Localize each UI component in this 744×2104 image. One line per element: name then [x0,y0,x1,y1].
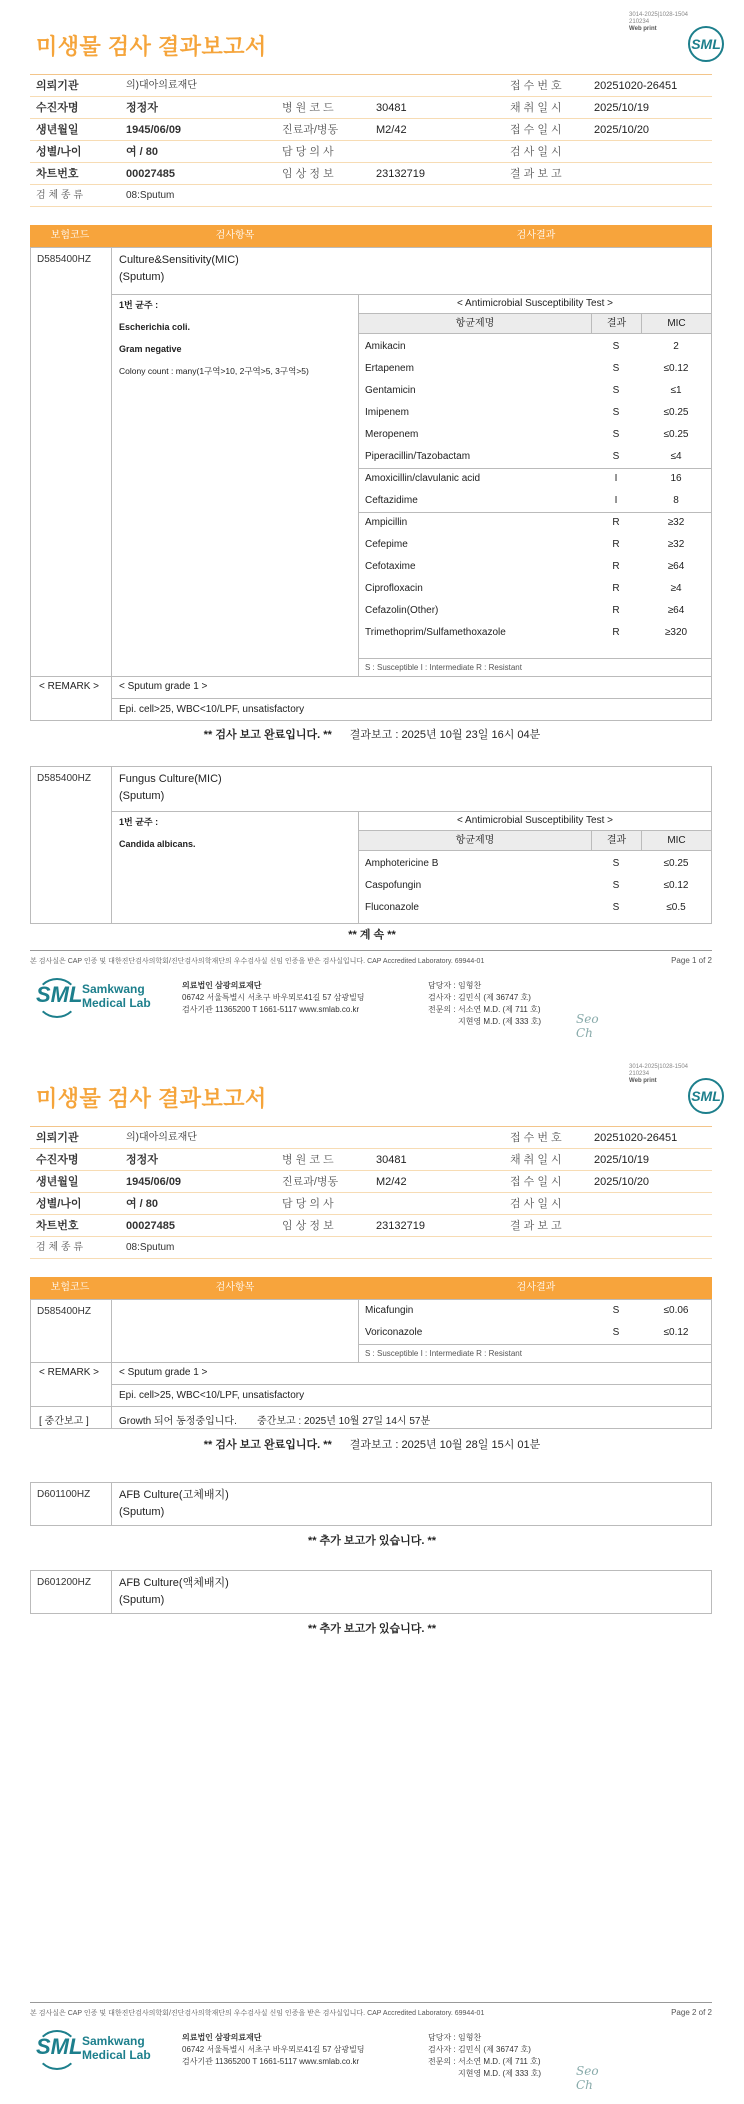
remark-detail: Epi. cell>25, WBC<10/LPF, unsatisfactory [119,704,305,715]
remark-label: < REMARK > [39,1367,100,1378]
lab-address: 의료법인 삼광의료재단 06742 서울특별시 서초구 바우뫼로41길 57 삼광빌딩 검사기관 11365200 T 1661-5117 www.smlab.co.kr [182,981,365,1014]
info-row: 성별/나이 여 / 80 담 당 의 사 검 사 일 시 [30,1193,712,1215]
test-sample: (Sputum) [119,1506,165,1518]
susceptibility-result: R [612,561,620,572]
antibiotic-name: Gentamicin [365,385,416,396]
mic-value: ≥64 [667,561,685,572]
signature: Seo Ch [576,1012,599,1040]
results-header: 보험코드 검사항목 검사결과 [30,225,712,247]
organism-label: 1번 균주 : [119,817,159,827]
test-sample: (Sputum) [119,271,165,283]
antibiotic-name: Micafungin [365,1305,414,1316]
antibiotic-name: Amphotericine B [365,858,439,869]
antibiotic-name: Amoxicillin/clavulanic acid [365,473,481,484]
susceptibility-result: R [612,583,620,594]
remark-block [30,677,712,721]
accreditation-note: 본 검사실은 CAP 인증 및 대한진단검사의학회/진단검사의학재단의 우수검사실 신임 인증을 받은 검사실입니다. CAP Accredited Laboratory. 69944-01 [30,2010,485,2017]
ast-row [359,402,711,424]
info-row: 차트번호 00027485 임 상 정 보 23132719 결 과 보 고 [30,163,712,185]
info-row: 차트번호 00027485 임 상 정 보 23132719 결 과 보 고 [30,1215,712,1237]
test-block-afb-solid [30,1482,712,1526]
mic-value: ≥4 [670,583,682,594]
ast-title: < Antimicrobial Susceptibility Test > [359,811,711,831]
interim-label: [ 중간보고 ] [39,1416,89,1427]
antibiotic-name: Piperacillin/Tazobactam [365,451,471,462]
ast-title: < Antimicrobial Susceptibility Test > [359,294,711,314]
test-name: AFB Culture(액체배지) [119,1577,229,1589]
antibiotic-name: Meropenem [365,429,419,440]
susceptibility-result: R [612,539,620,550]
mic-value: ≤0.25 [663,407,689,418]
patient-info-table [30,1126,712,1259]
remark-label: < REMARK > [39,681,100,692]
ast-row [359,358,711,380]
sml-logo: SML [688,1078,724,1114]
mic-value: ≤0.5 [666,902,686,913]
susceptibility-result: R [612,517,620,528]
antibiotic-name: Cefotaxime [365,561,416,572]
antibiotic-name: Cefepime [365,539,408,550]
insurance-code: D585400HZ [37,773,91,784]
remark-grade: < Sputum grade 1 > [119,1367,208,1378]
antibiotic-name: Ciprofloxacin [365,583,423,594]
susceptibility-result: S [612,407,620,418]
ast-row [359,853,711,875]
mic-value: ≤0.12 [663,1327,689,1338]
antibiotic-name: Imipenem [365,407,409,418]
mic-value: ≥64 [667,605,685,616]
susceptibility-result: S [612,363,620,374]
test-block-afb-liquid [30,1570,712,1614]
susceptibility-result: S [612,451,620,462]
susceptibility-result: S [612,385,620,396]
ast-row [359,622,711,644]
report-title: 미생물 검사 결과보고서 [36,34,267,59]
colony-count: Colony count : many(1구역>10, 2구역>5, 3구역>5) [119,366,309,376]
interim-date: 중간보고 : 2025년 10월 27일 14시 57분 [257,1416,431,1427]
antibiotic-name: Trimethoprim/Sulfamethoxazole [365,627,506,638]
ast-row [359,875,711,897]
test-block-fungus [30,766,712,924]
insurance-code: D601100HZ [37,1489,91,1500]
print-stamp: 3014-2025|1028-1504 210234 Web print [629,1064,688,1084]
susceptibility-result: I [614,495,618,506]
remark-detail: Epi. cell>25, WBC<10/LPF, unsatisfactory [119,1390,305,1401]
mic-value: ≤0.12 [663,363,689,374]
mic-value: ≤4 [670,451,682,462]
test-name: Culture&Sensitivity(MIC) [119,254,239,266]
additional-report-note: ** 추가 보고가 있습니다. ** [307,1535,437,1547]
page-number: Page 1 of 2 [671,956,712,965]
test-block-fungus-cont [30,1299,712,1363]
ast-row [359,336,711,358]
antibiotic-name: Voriconazole [365,1327,423,1338]
lab-staff: 담당자 : 임형찬 검사자 : 김민식 (제 36747 호) 전문의 : 서소연 M.D. (제 711 호) 지현영 M.D. (제 333 호) [428,2033,542,2078]
report-complete: ** 검사 보고 완료입니다. ** 결과보고 : 2025년 10월 28일 15시 01분 [203,1439,541,1451]
report-page-2 [0,1052,744,2104]
signature: Seo Ch [576,2064,599,2092]
lab-address: 의료법인 삼광의료재단 06742 서울특별시 서초구 바우뫼로41길 57 삼광빌딩 검사기관 11365200 T 1661-5117 www.smlab.co.kr [182,2033,365,2066]
susceptibility-result: R [612,605,620,616]
insurance-code: D585400HZ [37,254,91,265]
susceptibility-result: S [612,1305,620,1316]
ast-row [359,578,711,600]
additional-report-note: ** 추가 보고가 있습니다. ** [307,1623,437,1635]
ast-legend: S : Susceptible I : Intermediate R : Resistant [365,1349,522,1358]
mic-value: 8 [673,495,679,506]
info-row: 의뢰기관 의)대아의료재단 접 수 번 호 20251020-26451 [30,1127,712,1149]
ast-row [359,1300,711,1322]
ast-row [359,556,711,578]
organism-name: Escherichia coli. [119,322,191,332]
susceptibility-result: S [612,902,620,913]
info-row: 성별/나이 여 / 80 담 당 의 사 검 사 일 시 [30,141,712,163]
mic-value: ≥32 [667,517,685,528]
gram-stain: Gram negative [119,344,182,354]
info-row: 검 체 종 류 08:Sputum [30,185,712,207]
info-row: 생년월일 1945/06/09 진료과/병동 M2/42 접 수 일 시 2025/10/20 [30,1171,712,1193]
mic-value: ≤0.25 [663,858,689,869]
mic-value: ≤0.25 [663,429,689,440]
ast-row [359,380,711,402]
samkwang-logo: SML Samkwang Medical Lab [36,2030,156,2070]
info-row: 수진자명 정정자 병 원 코 드 30481 채 취 일 시 2025/10/19 [30,97,712,119]
susceptibility-result: S [612,429,620,440]
ast-row [359,897,711,919]
ast-row [359,1322,711,1344]
sml-logo: SML [688,26,724,62]
ast-row [359,534,711,556]
mic-value: 2 [673,341,679,352]
ast-row [359,424,711,446]
organism-name: Candida albicans. [119,839,196,849]
patient-info-table [30,74,712,207]
susceptibility-result: I [614,473,618,484]
continued-note: ** 계 속 ** [348,929,396,941]
accreditation-note: 본 검사실은 CAP 인증 및 대한진단검사의학회/진단검사의학재단의 우수검사실 신임 인증을 받은 검사실입니다. CAP Accredited Laboratory. 69944-01 [30,958,485,965]
antibiotic-name: Cefazolin(Other) [365,605,439,616]
interim-text: Growth 되어 동정중입니다. [119,1416,237,1427]
info-row: 생년월일 1945/06/09 진료과/병동 M2/42 접 수 일 시 2025/10/20 [30,119,712,141]
susceptibility-result: R [612,627,620,638]
samkwang-logo: SML Samkwang Medical Lab [36,978,156,1018]
test-name: AFB Culture(고체배지) [119,1489,229,1501]
results-header: 보험코드 검사항목 검사결과 [30,1277,712,1299]
ast-row [359,468,711,490]
report-complete: ** 검사 보고 완료입니다. ** 결과보고 : 2025년 10월 23일 16시 04분 [203,729,541,741]
test-sample: (Sputum) [119,790,165,802]
test-block-culture [30,247,712,677]
antibiotic-name: Ertapenem [365,363,414,374]
antibiotic-name: Ceftazidime [365,495,418,506]
antibiotic-name: Fluconazole [365,902,419,913]
test-name: Fungus Culture(MIC) [119,773,222,785]
ast-header: 항균제명 결과 MIC [359,314,711,334]
insurance-code: D585400HZ [37,1306,91,1317]
test-sample: (Sputum) [119,1594,165,1606]
report-title: 미생물 검사 결과보고서 [36,1086,267,1111]
antibiotic-name: Caspofungin [365,880,422,891]
antibiotic-name: Amikacin [365,341,406,352]
ast-header: 항균제명 결과 MIC [359,831,711,851]
susceptibility-result: S [612,341,620,352]
insurance-code: D601200HZ [37,1577,91,1588]
ast-row [359,490,711,512]
ast-legend: S : Susceptible I : Intermediate R : Resistant [365,663,522,672]
ast-row [359,512,711,534]
mic-value: ≥32 [667,539,685,550]
mic-value: ≥320 [664,627,688,638]
remark-grade: < Sputum grade 1 > [119,681,208,692]
remark-block [30,1363,712,1429]
susceptibility-result: S [612,858,620,869]
print-stamp: 3014-2025|1028-1504 210234 Web print [629,12,688,32]
ast-row [359,446,711,468]
info-row: 수진자명 정정자 병 원 코 드 30481 채 취 일 시 2025/10/19 [30,1149,712,1171]
organism-label: 1번 균주 : [119,300,159,310]
ast-row [359,600,711,622]
mic-value: 16 [670,473,682,484]
mic-value: ≤1 [670,385,682,396]
susceptibility-result: S [612,1327,620,1338]
lab-staff: 담당자 : 임형찬 검사자 : 김민식 (제 36747 호) 전문의 : 서소연 M.D. (제 711 호) 지현영 M.D. (제 333 호) [428,981,542,1026]
mic-value: ≤0.06 [663,1305,689,1316]
page-number: Page 2 of 2 [671,2008,712,2017]
antibiotic-name: Ampicillin [365,517,408,528]
mic-value: ≤0.12 [663,880,689,891]
info-row: 의뢰기관 의)대아의료재단 접 수 번 호 20251020-26451 [30,75,712,97]
info-row: 검 체 종 류 08:Sputum [30,1237,712,1259]
susceptibility-result: S [612,880,620,891]
